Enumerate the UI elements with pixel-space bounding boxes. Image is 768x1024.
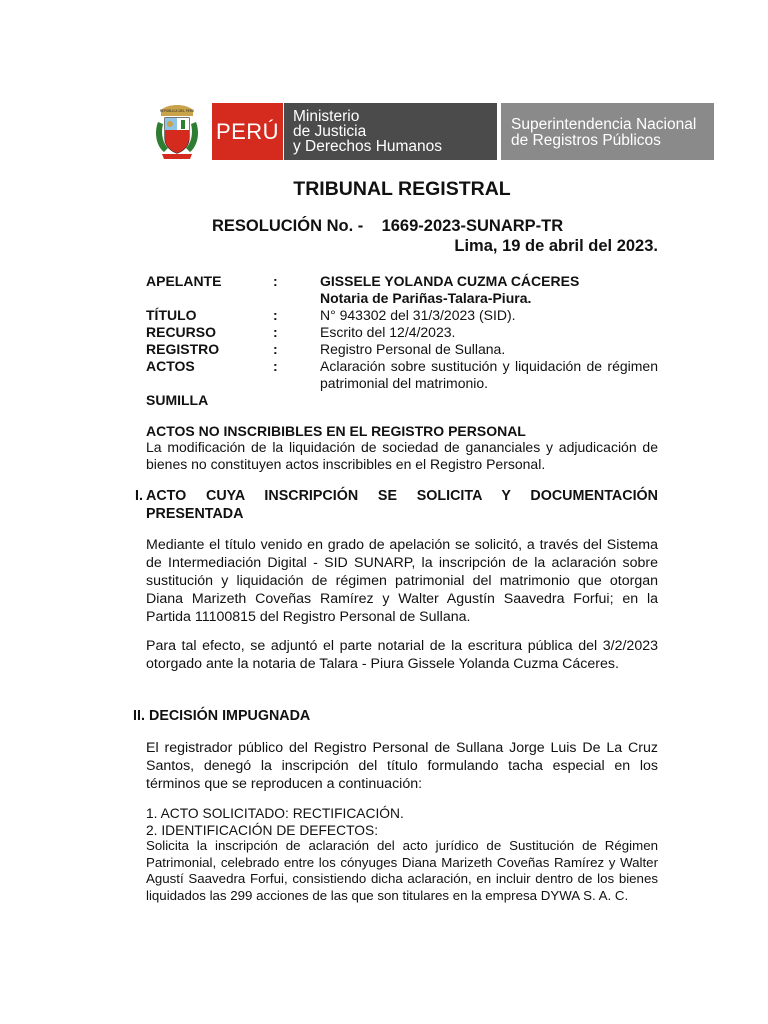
section-1-heading: ACTO CUYA INSCRIPCIÓN SE SOLICITA Y DOCUMENTACIÓN PRESENTADA — [146, 488, 658, 522]
apelante-value-2: Notaria de Pariñas-Talara-Piura. — [320, 290, 532, 306]
agency-line-1: Superintendencia Nacional — [511, 116, 697, 133]
sumilla-heading: ACTOS NO INSCRIBIBLES EN EL REGISTRO PERSONAL — [146, 423, 526, 439]
colon: : — [273, 307, 278, 323]
sunarp-logo — [501, 103, 714, 160]
agency-line-2: de Registros Públicos — [511, 132, 661, 149]
section-1-number: I. — [135, 488, 143, 504]
recurso-value: Escrito del 12/4/2023. — [320, 324, 456, 340]
resolution-number: RESOLUCIÓN No. - 1669-2023-SUNARP-TR — [212, 217, 564, 235]
crest-text: REPÚBLICA DEL PERÚ — [159, 109, 195, 113]
actos-label: ACTOS — [146, 358, 195, 374]
apelante-value: GISSELE YOLANDA CUZMA CÁCERES — [320, 273, 580, 289]
defects-item-2: 2. IDENTIFICACIÓN DE DEFECTOS: — [146, 823, 379, 838]
registro-value: Registro Personal de Sullana. — [320, 341, 506, 357]
apelante-label: APELANTE — [146, 273, 222, 289]
actos-value: Aclaración sobre sustitución y liquidación de régimen patrimonial del matrimonio. — [320, 358, 658, 391]
sumilla-text: La modificación de la liquidación de sociedad de gananciales y adjudicación de bienes no constituyen actos inscribibles en el Registro Personal. — [146, 439, 658, 472]
registro-label: REGISTRO — [146, 341, 220, 357]
ministry-line-2: de Justicia — [293, 123, 367, 140]
ministry-line-3: y Derechos Humanos — [293, 138, 443, 155]
section-2-paragraph-1: El registrador público del Registro Personal de Sullana Jorge Luis De La Cruz Santos, denegó la inscripción del título formulando tacha especial en los términos que se reproducen a continuación: — [146, 740, 658, 792]
country-label: PERÚ — [215, 118, 280, 144]
section-1-paragraph-2: Para tal efecto, se adjuntó el parte notarial de la escritura pública del 3/2/2023 otorgado ante la notaria de Talara - Piura Gissele Yolanda Cuzma Cáceres. — [146, 638, 658, 672]
section-1-paragraph-1: Mediante el título venido en grado de apelación se solicitó, a través del Sistema de Intermediación Digital - SID SUNARP, la inscripción de la aclaración sobre sustitución y liquidación de régimen patrimonial del matrimonio que otorgan Diana Marizeth Coveñas Ramírez y Walter Agustín Saavedra Forfui; en la Partida 11100815 del Registro Personal de Sullana. — [146, 537, 658, 625]
colon: : — [273, 341, 278, 357]
defects-quote: Solicita la inscripción de aclaración del acto jurídico de Sustitución de Régimen Patrimonial, celebrado entre los cónyuges Diana Marizeth Coveñas Ramírez y Walter Agustí Saavedra Forfui, consistiendo dicha aclaración, en incluir dentro de los bienes liquidados las 299 acciones de las que son titulares en la empresa DYWA S. A. C. — [146, 838, 658, 903]
ministry-logo — [284, 103, 497, 160]
document-title: TRIBUNAL REGISTRAL — [293, 178, 511, 200]
place-date: Lima, 19 de abril del 2023. — [454, 237, 658, 255]
sumilla-label: SUMILLA — [146, 392, 209, 408]
recurso-label: RECURSO — [146, 324, 217, 340]
coat-of-arms-icon — [152, 102, 202, 162]
ministry-line-1: Ministerio — [293, 108, 360, 125]
defects-item-1: 1. ACTO SOLICITADO: RECTIFICACIÓN. — [146, 806, 404, 821]
colon: : — [273, 324, 278, 340]
section-2-number: II. — [133, 708, 145, 724]
colon: : — [273, 358, 278, 374]
colon: : — [273, 273, 278, 289]
titulo-label: TÍTULO — [146, 307, 197, 323]
section-2-heading: DECISIÓN IMPUGNADA — [149, 708, 311, 724]
peru-logo — [212, 103, 283, 160]
titulo-value: N° 943302 del 31/3/2023 (SID). — [320, 307, 516, 323]
